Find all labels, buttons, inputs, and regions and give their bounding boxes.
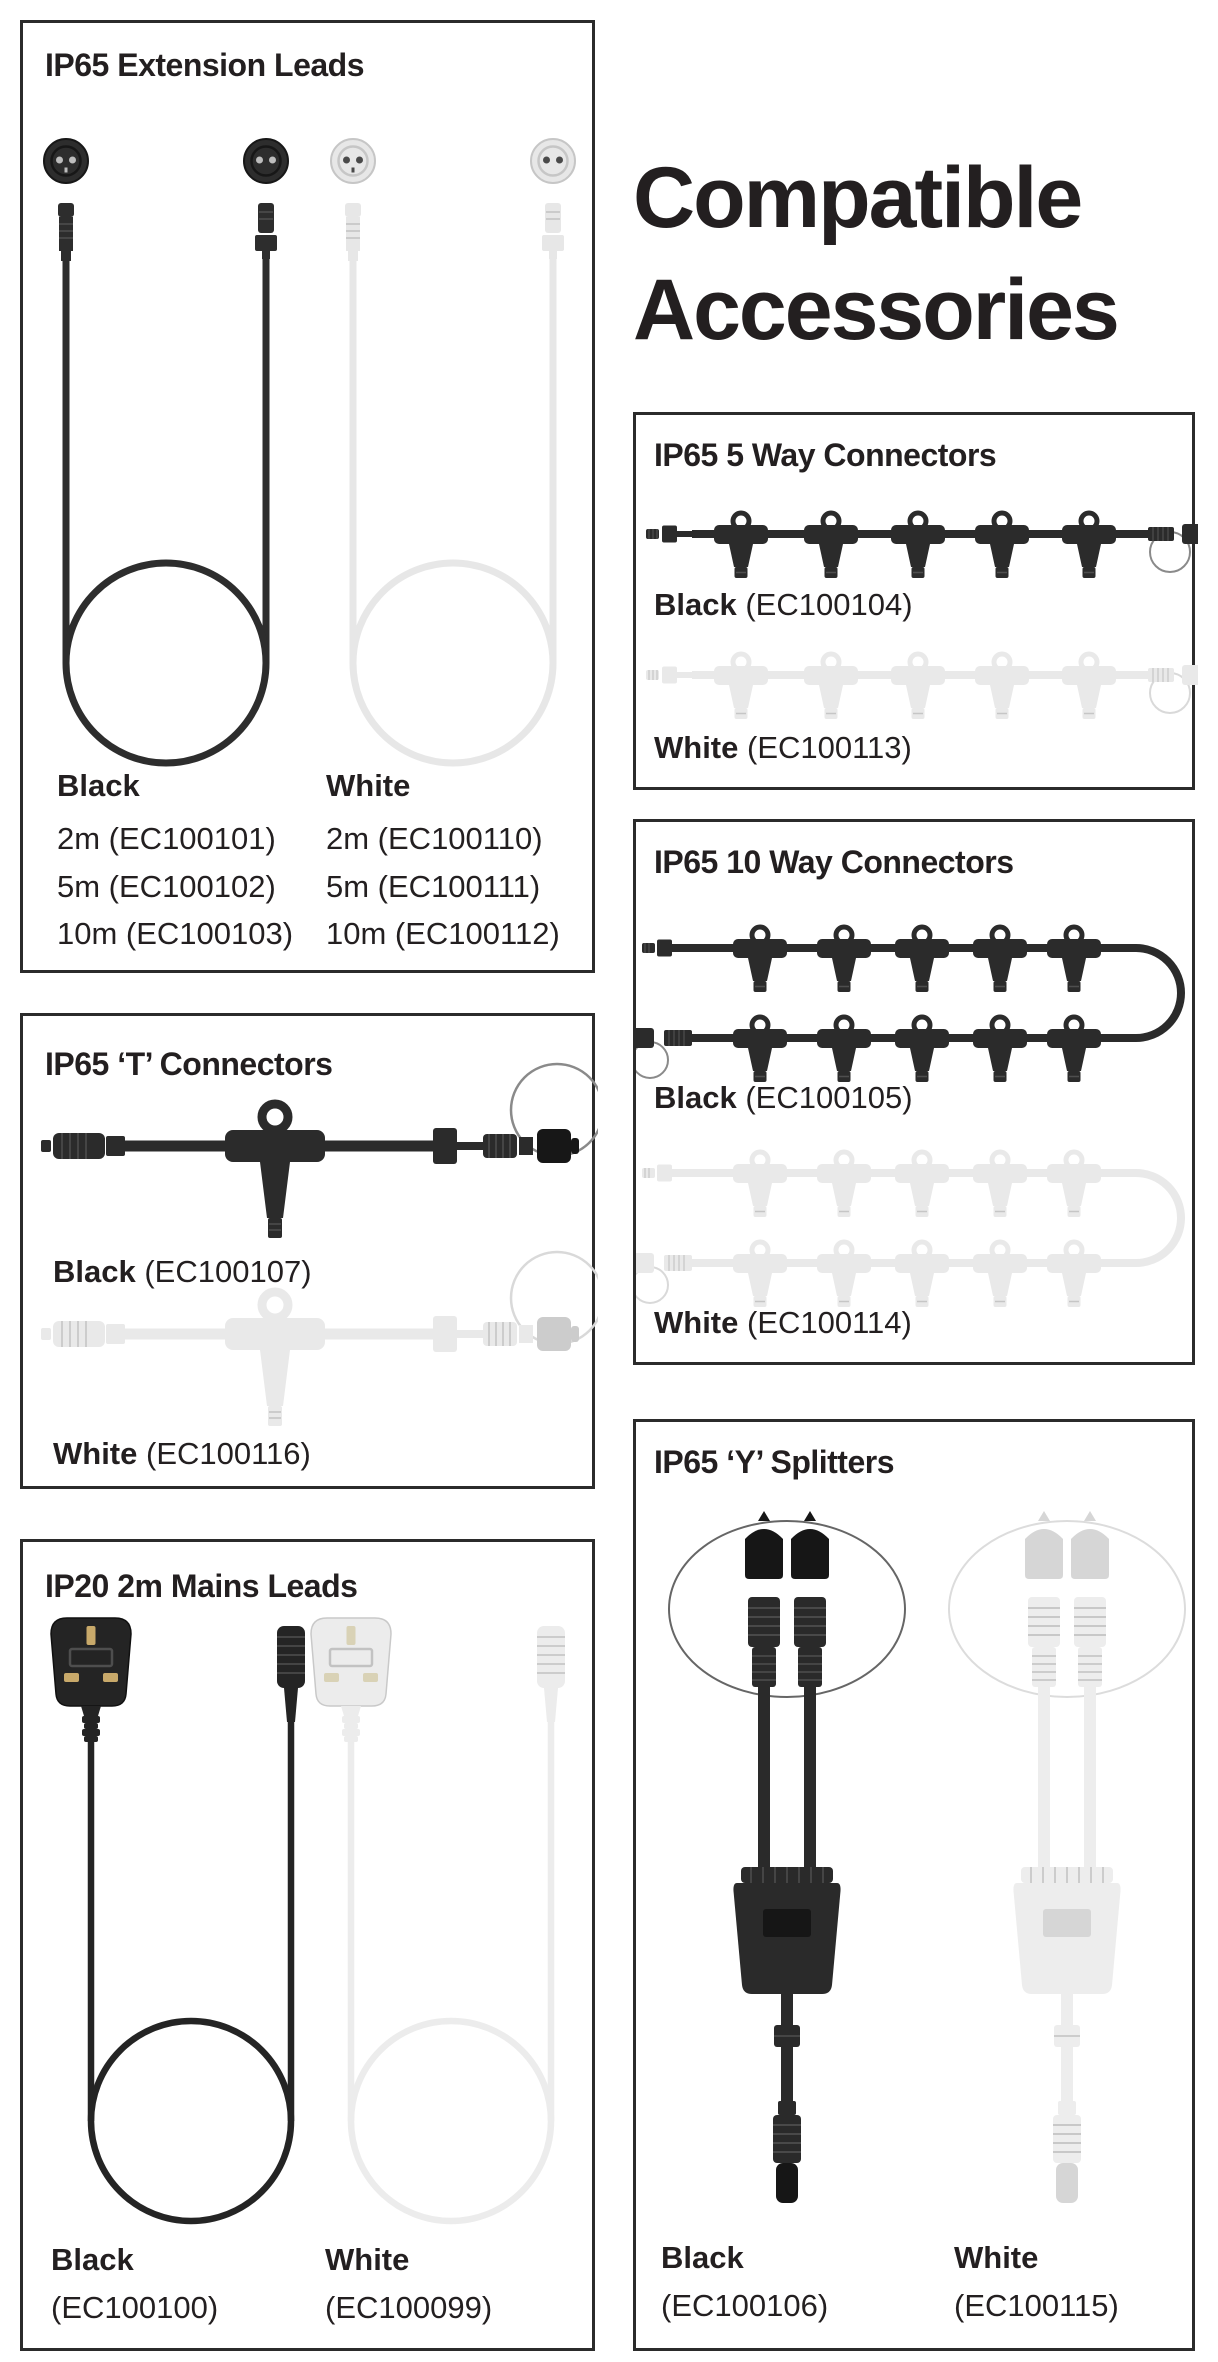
y-splitters-black-name: Black	[661, 2240, 744, 2275]
y-splitters-white-name: White	[954, 2240, 1039, 2275]
mains-leads-black-code: (EC100100)	[51, 2290, 219, 2325]
t-connectors-black-code: (EC100107)	[144, 1254, 312, 1289]
page-title: Compatible Accessories	[633, 149, 1118, 358]
mains-leads-black-name: Black	[51, 2242, 134, 2277]
mains-leads-image	[23, 1542, 598, 2354]
five-way-white-name: White	[654, 730, 739, 765]
t-connectors-panel	[20, 1013, 595, 1489]
mains-leads-black-label	[51, 2242, 134, 2278]
ten-way-white-name: White	[654, 1305, 739, 1340]
ten-way-black-label	[654, 1080, 913, 1116]
t-connectors-title: IP65 ‘T’ Connectors	[45, 1046, 333, 1082]
five-way-connectors-panel	[633, 412, 1195, 790]
extension-leads-white-5m: 5m (EC100111)	[326, 869, 541, 904]
mains-leads-panel	[20, 1539, 595, 2351]
t-connectors-white-code: (EC100116)	[146, 1436, 311, 1471]
ten-way-title: IP65 10 Way Connectors	[654, 844, 1014, 880]
extension-leads-white-heading: White	[326, 768, 411, 803]
ten-way-white-label	[654, 1305, 912, 1341]
extension-leads-white-10m: 10m (EC100112)	[326, 916, 560, 951]
five-way-black-label	[654, 587, 913, 623]
y-splitters-black-code: (EC100106)	[661, 2288, 829, 2323]
mains-leads-title: IP20 2m Mains Leads	[45, 1568, 358, 1604]
y-splitters-image	[636, 1422, 1198, 2354]
extension-leads-black-heading: Black	[57, 768, 140, 803]
y-splitters-white-label	[954, 2240, 1038, 2276]
ten-way-black-name: Black	[654, 1080, 737, 1115]
y-splitters-white-code: (EC100115)	[954, 2288, 1119, 2323]
y-splitters-black-label	[661, 2240, 744, 2276]
t-connectors-black-label	[53, 1254, 312, 1290]
five-way-white-code: (EC100113)	[747, 730, 912, 765]
mains-leads-white-label	[325, 2242, 409, 2278]
extension-leads-title: IP65 Extension Leads	[45, 47, 365, 83]
five-way-title: IP65 5 Way Connectors	[654, 437, 997, 473]
mains-leads-white-code: (EC100099)	[325, 2290, 493, 2325]
extension-leads-white-2m: 2m (EC100110)	[326, 821, 543, 856]
five-way-black-name: Black	[654, 587, 737, 622]
t-connectors-white-name: White	[53, 1436, 138, 1471]
ten-way-white-code: (EC100114)	[747, 1305, 912, 1340]
ten-way-connectors-panel	[633, 819, 1195, 1365]
extension-leads-black-10m: 10m (EC100103)	[57, 916, 294, 951]
y-splitters-panel	[633, 1419, 1195, 2351]
extension-leads-black-2m: 2m (EC100101)	[57, 821, 276, 856]
mains-leads-white-name: White	[325, 2242, 410, 2277]
ten-way-black-code: (EC100105)	[745, 1080, 913, 1115]
y-splitters-title: IP65 ‘Y’ Splitters	[654, 1444, 894, 1480]
extension-leads-black-5m: 5m (EC100102)	[57, 869, 276, 904]
t-connectors-black-name: Black	[53, 1254, 136, 1289]
five-way-white-label	[654, 730, 912, 766]
five-way-black-code: (EC100104)	[745, 587, 913, 622]
extension-leads-panel	[20, 20, 595, 973]
t-connectors-white-label	[53, 1436, 311, 1472]
